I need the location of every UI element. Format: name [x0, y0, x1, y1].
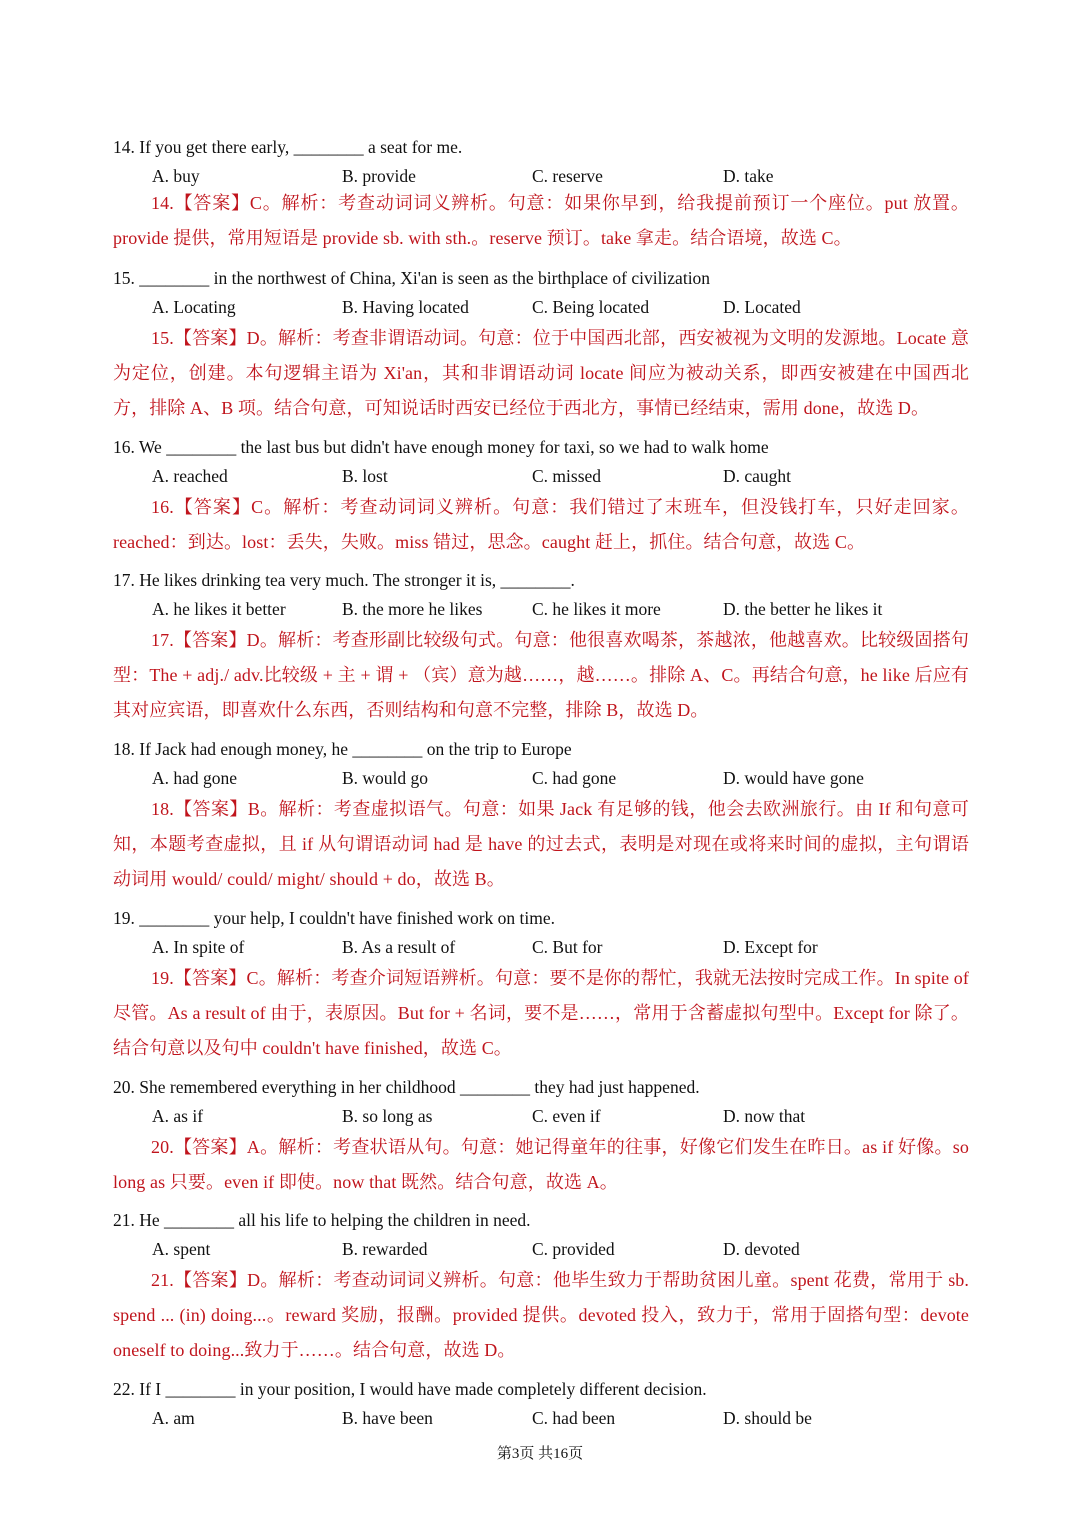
option-d: D. Located	[723, 297, 801, 317]
option-a: A. buy	[152, 166, 200, 186]
question-19-answer: 19.【答案】C。解析：考查介词短语辨析。句意：要不是你的帮忙，我就无法按时完成工作。In spite of 尽管。As a result of 由于，表原因。But for + 名词，要不是……，常用于含蓄虚拟句型中。Except for 除了。结合句意以及句中 couldn't have finished，故选 C。	[113, 968, 969, 1058]
question-18-answer: 18.【答案】B。解析：考查虚拟语气。句意：如果 Jack 有足够的钱，他会去欧洲旅行。由 If 和句意可知，本题考查虚拟，且 if 从句谓语动词 had 是 have 的过去式，表明是对现在或将来时间的虚拟，主句谓语动词用 would/ could/ might/ should + do，故选 B。	[113, 799, 969, 889]
option-b: B. have been	[342, 1408, 433, 1428]
option-c: C. reserve	[532, 166, 603, 186]
option-b: B. rewarded	[342, 1239, 428, 1259]
option-d: D. would have gone	[723, 768, 864, 788]
option-b: B. provide	[342, 166, 416, 186]
option-c: C. But for	[532, 937, 603, 957]
option-a: A. Locating	[152, 297, 236, 317]
question-14-stem: 14. If you get there early, ________ a seat for me.	[113, 137, 463, 157]
question-14-answer: 14.【答案】C。解析：考查动词词义辨析。句意：如果你早到，给我提前预订一个座位。put 放置。provide 提供，常用短语是 provide sb. with sth.。reserve 预订。take 拿走。结合语境，故选 C。	[113, 193, 969, 248]
option-d: D. take	[723, 166, 774, 186]
option-d: D. now that	[723, 1106, 806, 1126]
option-a: A. am	[152, 1408, 195, 1428]
question-21-options	[152, 1238, 982, 1262]
question-15-stem: 15. ________ in the northwest of China, Xi'an is seen as the birthplace of civilization	[113, 268, 711, 288]
option-d: D. the better he likes it	[723, 599, 883, 619]
question-15-answer: 15.【答案】D。解析：考查非谓语动词。句意：位于中国西北部，西安被视为文明的发源地。Locate 意为定位，创建。本句逻辑主语为 Xi'an，其和非谓语动词 locate 间应为被动关系，即西安被建在中国西北方，排除 A、B 项。结合句意，可知说话时西安已经位于西北方，事情已经结束，需用 done，故选 D。	[113, 328, 969, 418]
question-20-answer: 20.【答案】A。解析：考查状语从句。句意：她记得童年的往事，好像它们发生在昨日。as if 好像。so long as 只要。even if 即使。now that 既然。结合句意，故选 A。	[113, 1137, 969, 1192]
option-c: C. had gone	[532, 768, 617, 788]
option-d: D. devoted	[723, 1239, 800, 1259]
option-b: B. the more he likes	[342, 599, 483, 619]
question-21-stem: 21. He ________ all his life to helping the children in need.	[113, 1210, 531, 1230]
option-b: B. Having located	[342, 297, 469, 317]
question-17-stem: 17. He likes drinking tea very much. The stronger it is, ________.	[113, 570, 575, 590]
option-c: C. had been	[532, 1408, 616, 1428]
option-d: D. should be	[723, 1408, 812, 1428]
option-a: A. as if	[152, 1106, 204, 1126]
option-b: B. would go	[342, 768, 429, 788]
option-b: B. so long as	[342, 1106, 433, 1126]
question-19-stem: 19. ________ your help, I couldn't have finished work on time.	[113, 908, 556, 928]
option-c: C. even if	[532, 1106, 601, 1126]
question-18-options	[152, 767, 982, 791]
question-22-stem: 22. If I ________ in your position, I would have made completely different decision.	[113, 1379, 707, 1399]
question-16-stem: 16. We ________ the last bus but didn't have enough money for taxi, so we had to walk home	[113, 437, 769, 457]
option-b: B. lost	[342, 466, 388, 486]
question-22-options	[152, 1407, 982, 1431]
option-a: A. In spite of	[152, 937, 245, 957]
question-15-options	[152, 296, 982, 320]
option-c: C. Being located	[532, 297, 650, 317]
question-20-stem: 20. She remembered everything in her childhood ________ they had just happened.	[113, 1077, 700, 1097]
question-21-answer: 21.【答案】D。解析：考查动词词义辨析。句意：他毕生致力于帮助贫困儿童。spent 花费，常用于 sb. spend ... (in) doing...。reward 奖励，报酬。provided 提供。devoted 投入，致力于，常用于固搭句型：devote oneself to doing...致力于……。结合句意，故选 D。	[113, 1270, 969, 1360]
option-a: A. reached	[152, 466, 228, 486]
question-20-options	[152, 1105, 982, 1129]
question-18-stem: 18. If Jack had enough money, he ________ on the trip to Europe	[113, 739, 572, 759]
page-number-footer: 第3页 共16页	[496, 1446, 584, 1462]
question-19-options	[152, 936, 982, 960]
option-a: A. had gone	[152, 768, 238, 788]
question-17-answer: 17.【答案】D。解析：考查形副比较级句式。句意：他很喜欢喝茶，茶越浓，他越喜欢。比较级固搭句型：The + adj./ adv.比较级 + 主 + 谓 + （宾）意为越……，越……。排除 A、C。再结合句意，he like 后应有其对应宾语，即喜欢什么东西，否则结构和句意不完整，排除 B，故选 D。	[113, 630, 969, 720]
option-b: B. As a result of	[342, 937, 456, 957]
option-a: A. he likes it better	[152, 599, 286, 619]
question-17-options	[152, 598, 982, 622]
option-c: C. he likes it more	[532, 599, 661, 619]
option-d: D. caught	[723, 466, 792, 486]
option-c: C. provided	[532, 1239, 615, 1259]
question-16-answer: 16.【答案】C。解析：考查动词词义辨析。句意：我们错过了末班车，但没钱打车，只好走回家。reached：到达。lost：丢失，失败。miss 错过，思念。caught 赶上，抓住。结合句意，故选 C。	[113, 497, 969, 552]
question-16-options	[152, 465, 982, 489]
option-c: C. missed	[532, 466, 602, 486]
option-d: D. Except for	[723, 937, 818, 957]
option-a: A. spent	[152, 1239, 211, 1259]
